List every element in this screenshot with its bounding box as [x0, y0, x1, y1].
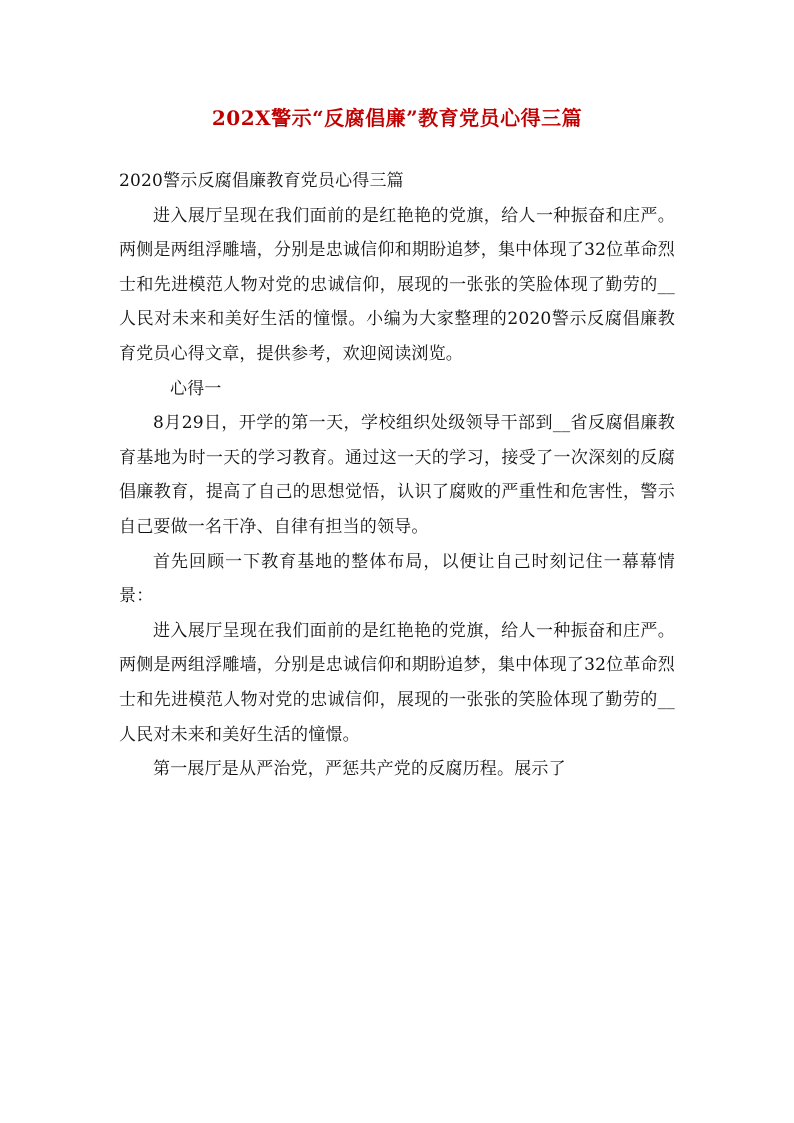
document-body — [119, 164, 675, 787]
paragraph-3: 进入展厅呈现在我们面前的是红艳艳的党旗，给人一种振奋和庄严。两侧是两组浮雕墙，分别是忠诚信仰和期盼追梦，集中体现了32位革命烈士和先进模范人物对党的忠诚信仰，展现的一张张的笑脸体现了勤劳的__人民对未来和美好生活的憧憬。 — [119, 620, 675, 745]
paragraph-intro: 进入展厅呈现在我们面前的是红艳艳的党旗，给人一种振奋和庄严。两侧是两组浮雕墙，分别是忠诚信仰和期盼追梦，集中体现了32位革命烈士和先进模范人物对党的忠诚信仰，展现的一张张的笑脸体现了勤劳的__人民对未来和美好生活的憧憬。小编为大家整理的2020警示反腐倡廉教育党员心得文章，提供参考，欢迎阅读浏览。 — [119, 205, 675, 364]
subtitle: 2020警示反腐倡廉教育党员心得三篇 — [119, 171, 404, 191]
paragraph-1: 8月29日，开学的第一天，学校组织处级领导干部到__省反腐倡廉教育基地为时一天的学习教育。通过这一天的学习，接受了一次深刻的反腐倡廉教育，提高了自己的思想觉悟，认识了腐败的严重性和危害性，警示自己要做一名干净、自律有担当的领导。 — [119, 413, 675, 537]
paragraph-2: 首先回顾一下教育基地的整体布局，以便让自己时刻记住一幕幕情景： — [119, 551, 675, 607]
paragraph-4: 第一展厅是从严治党，严惩共产党的反腐历程。展示了 — [153, 759, 566, 780]
document-title: 202X警示“反腐倡廉”教育党员心得三篇 — [211, 106, 583, 130]
section-heading-1: 心得一 — [170, 378, 222, 399]
